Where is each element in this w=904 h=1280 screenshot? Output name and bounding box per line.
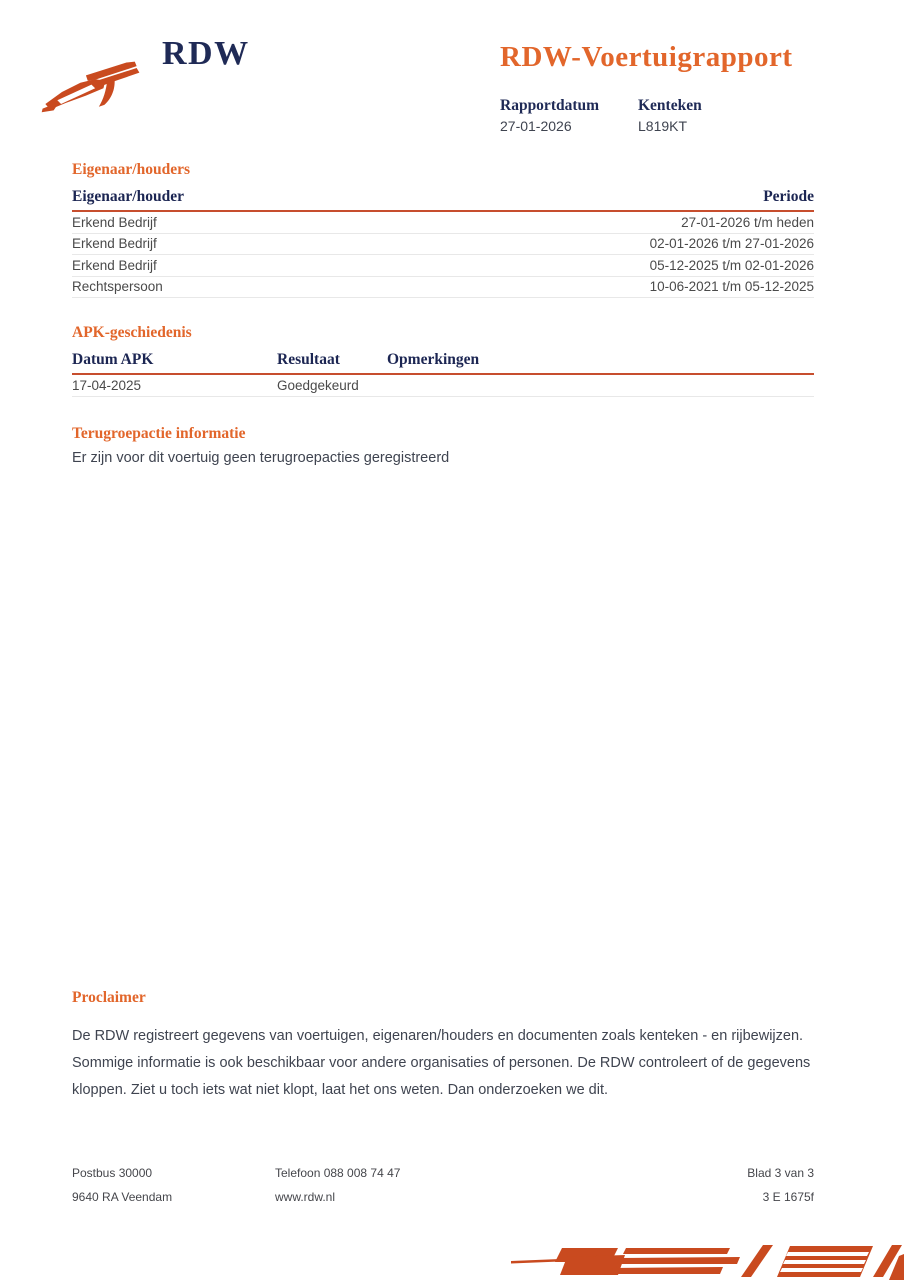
report-meta-values bbox=[500, 118, 776, 136]
footer-address-line1: Postbus 30000 bbox=[72, 1166, 153, 1180]
owner-row bbox=[72, 212, 814, 234]
owner-name: Erkend Bedrijf bbox=[72, 236, 157, 252]
proclaimer-text: De RDW registreert gegevens van voertuigen, eigenaren/houders en documenten zoals kenteken - en rijbewijzen. Sommige informatie is ook beschikbaar voor andere organisaties of personen. De RDW controleert of de gegevens kloppen. Ziet u toch iets wat niet klopt, laat het ons weten. Dan onderzoeken we dit. bbox=[72, 1028, 811, 1099]
footer-address-line2: 9640 RA Veendam bbox=[72, 1190, 173, 1205]
owner-period: 10-06-2021 t/m 05-12-2025 bbox=[649, 279, 814, 295]
owner-name: Erkend Bedrijf bbox=[72, 257, 157, 273]
license-plate-label: Kenteken bbox=[638, 97, 702, 114]
rdw-wordmark: RDW bbox=[162, 35, 250, 72]
owners-heading: Eigenaar/houders bbox=[72, 161, 190, 178]
owner-name: Rechtspersoon bbox=[72, 279, 163, 295]
page-footer bbox=[72, 1167, 814, 1205]
owner-period: 02-01-2026 t/m 27-01-2026 bbox=[649, 236, 814, 252]
report-meta-labels bbox=[500, 97, 776, 115]
footer-website: www.rdw.nl bbox=[275, 1190, 336, 1205]
owner-row bbox=[72, 234, 814, 256]
apk-col-result: Resultaat bbox=[277, 351, 340, 369]
owner-row bbox=[72, 255, 814, 277]
license-plate-value: L819KT bbox=[638, 118, 688, 134]
owners-col-period: Periode bbox=[763, 188, 814, 206]
recall-text: Er zijn voor dit voertuig geen terugroepacties geregistreerd bbox=[72, 450, 450, 467]
proclaimer-heading: Proclaimer bbox=[72, 989, 146, 1006]
rdw-banner-stripes-graphic bbox=[505, 1240, 904, 1280]
owners-table-header bbox=[72, 188, 814, 212]
rdw-flag-icon bbox=[38, 56, 144, 116]
apk-col-date: Datum APK bbox=[72, 351, 154, 369]
owner-name: Erkend Bedrijf bbox=[72, 214, 157, 230]
apk-table-header bbox=[72, 351, 814, 375]
apk-col-remarks: Opmerkingen bbox=[387, 351, 480, 369]
apk-heading: APK-geschiedenis bbox=[72, 324, 192, 341]
owner-row bbox=[72, 277, 814, 299]
owner-period: 05-12-2025 t/m 02-01-2026 bbox=[649, 257, 814, 273]
apk-result: Goedgekeurd bbox=[277, 377, 359, 393]
report-date-value: 27-01-2026 bbox=[500, 118, 572, 134]
apk-history-section bbox=[72, 324, 814, 397]
recall-heading: Terugroepactie informatie bbox=[72, 425, 246, 442]
owner-period: 27-01-2026 t/m heden bbox=[681, 214, 814, 230]
report-date-label: Rapportdatum bbox=[500, 97, 600, 114]
footer-page-indicator: Blad 3 van 3 bbox=[747, 1166, 814, 1180]
owners-col-owner: Eigenaar/houder bbox=[72, 188, 184, 206]
recall-section bbox=[72, 425, 814, 466]
apk-date: 17-04-2025 bbox=[72, 377, 142, 393]
page-title: RDW-Voertuigrapport bbox=[500, 41, 793, 73]
footer-phone: Telefoon 088 008 74 47 bbox=[275, 1166, 401, 1180]
footer-doc-code: 3 E 1675f bbox=[762, 1190, 814, 1205]
apk-row bbox=[72, 375, 814, 397]
owners-section bbox=[72, 161, 814, 298]
proclaimer-section bbox=[72, 989, 814, 1104]
